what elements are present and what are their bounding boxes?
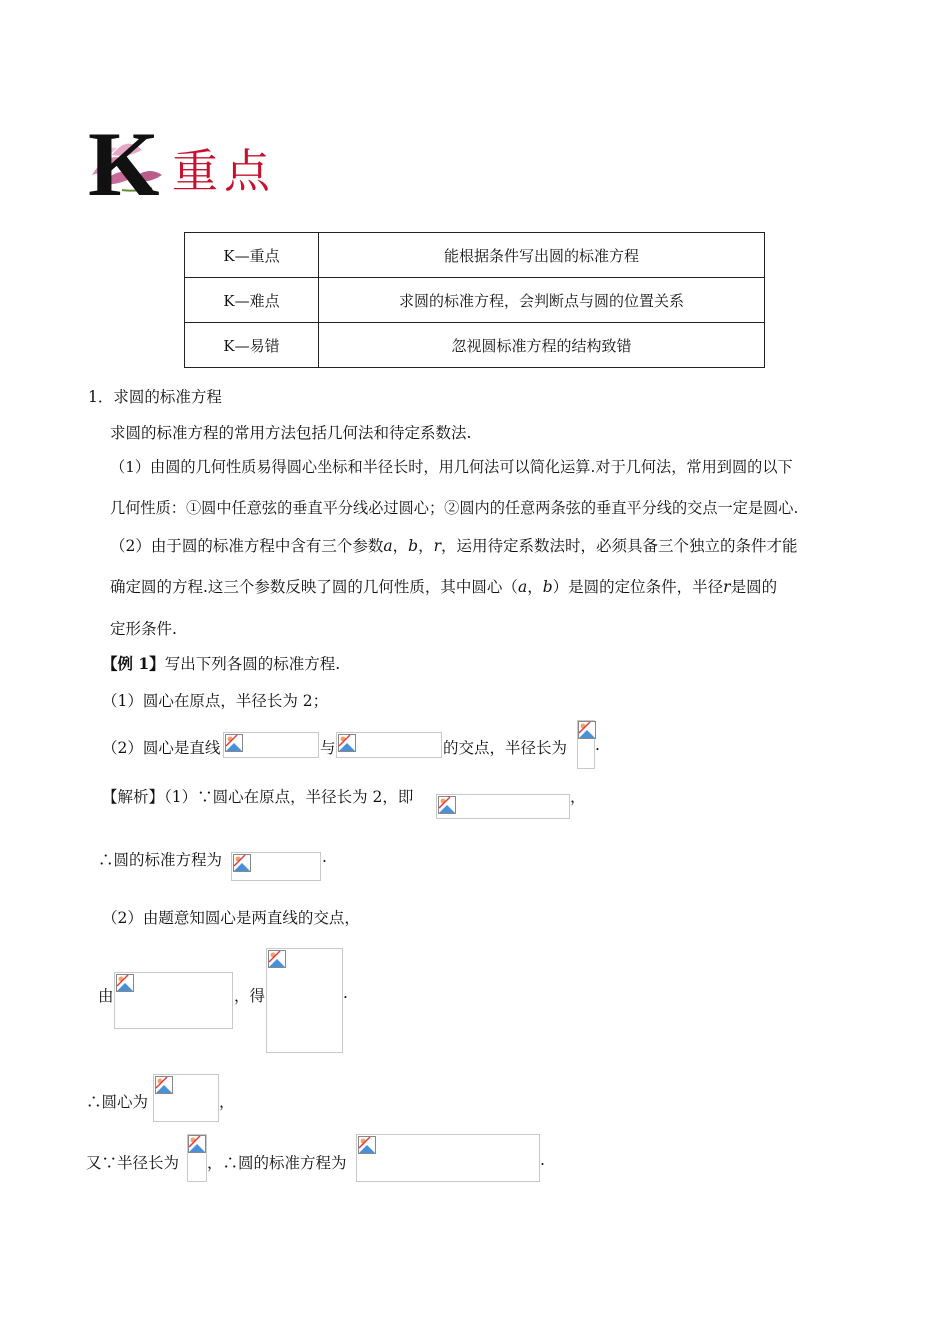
table-row — [185, 233, 765, 278]
solution-line-2-end: . — [322, 848, 327, 866]
table-cell-label: K—易错 — [185, 323, 319, 368]
formula-image — [266, 948, 343, 1053]
text: 是圆的 — [730, 578, 778, 596]
solution-line-6-a: 又∵半径长为 — [86, 1154, 180, 1172]
example-1-q1: （1）圆心在原点，半径长为 2； — [102, 692, 329, 710]
formula-image — [356, 1134, 540, 1182]
solution-line-6-c: . — [540, 1151, 545, 1169]
solution-line-5-b: ， — [219, 1093, 235, 1111]
text: （2）由于圆的标准方程中含有三个参数 — [110, 537, 384, 555]
text: ，运用待定系数法时，必须具备三个独立的条件才能 — [441, 537, 798, 555]
var-r: r — [723, 578, 731, 596]
example-label: 【例 1】 — [102, 654, 165, 673]
var-r: r — [433, 537, 442, 555]
broken-image-icon — [438, 796, 456, 814]
var-b: b — [542, 578, 553, 596]
page-title: 重点 — [172, 144, 276, 198]
broken-image-icon — [116, 974, 134, 992]
example-1-heading — [102, 652, 340, 674]
example-prompt: 写出下列各圆的标准方程. — [164, 655, 341, 673]
table-cell-label: K—重点 — [185, 233, 319, 278]
formula-image — [153, 1074, 219, 1122]
table-row — [185, 323, 765, 368]
paragraph-1-line-1: （1）由圆的几何性质易得圆心坐标和半径长时，用几何法可以简化运算.对于几何法，常用到圆的以下 — [110, 458, 793, 476]
solution-line-1-end: ， — [570, 788, 586, 806]
text: ， — [418, 537, 434, 555]
solution-line-4-a: 由 — [98, 987, 114, 1005]
var-a: a — [383, 537, 393, 555]
paragraph-1-line-2: 几何性质：①圆中任意弦的垂直平分线必过圆心；②圆内的任意两条弦的垂直平分线的交点一定是圆心. — [110, 499, 799, 517]
broken-image-icon — [578, 721, 596, 739]
solution-label: 【解析】 — [102, 788, 165, 806]
text: ， — [392, 537, 409, 555]
text: （1）∵圆心在原点，半径长为 2，即 — [164, 788, 414, 806]
solution-line-1 — [102, 785, 413, 807]
text: ）是圆的定位条件，半径 — [552, 578, 724, 596]
broken-image-icon — [358, 1136, 376, 1154]
table-cell-content: 求圆的标准方程，会判断点与圆的位置关系 — [319, 278, 765, 323]
solution-line-5-a: ∴圆心为 — [86, 1093, 149, 1111]
solution-line-3: （2）由题意知圆心是两直线的交点， — [102, 909, 360, 927]
text: 确定圆的方程.这三个参数反映了圆的几何性质，其中圆心（ — [110, 578, 518, 596]
table-cell-label: K—难点 — [185, 278, 319, 323]
broken-image-icon — [155, 1076, 173, 1094]
section-intro: 求圆的标准方程的常用方法包括几何法和待定系数法. — [110, 424, 472, 442]
paragraph-2-line-2 — [110, 575, 777, 597]
solution-line-2: ∴圆的标准方程为 — [98, 851, 223, 869]
table-cell-content: 忽视圆标准方程的结构致错 — [319, 323, 765, 368]
formula-image — [187, 1134, 207, 1182]
var-a: a — [517, 578, 528, 596]
formula-image — [231, 852, 321, 881]
formula-image — [336, 732, 442, 758]
text: ， — [527, 578, 543, 596]
broken-image-icon — [188, 1135, 206, 1153]
broken-image-icon — [233, 854, 251, 872]
section-heading: 1．求圆的标准方程 — [88, 388, 222, 406]
example-1-q2-a: （2）圆心是直线 — [102, 739, 221, 757]
key-points-table — [184, 232, 765, 368]
formula-image — [114, 972, 233, 1029]
paragraph-2-line-1 — [110, 534, 798, 556]
formula-image — [577, 720, 595, 769]
var-b: b — [408, 537, 419, 555]
formula-image — [223, 732, 319, 758]
paragraph-2-line-3: 定形条件. — [110, 620, 177, 638]
broken-image-icon — [338, 734, 356, 752]
example-1-q2-b: 与 — [320, 739, 336, 757]
example-1-q2-c: 的交点，半径长为 — [443, 739, 568, 757]
solution-line-6-b: ，∴圆的标准方程为 — [207, 1154, 347, 1172]
broken-image-icon — [268, 950, 286, 968]
solution-line-4-c: . — [343, 984, 348, 1002]
example-1-q2-d: . — [595, 736, 600, 754]
solution-line-4-b: ，得 — [234, 987, 266, 1005]
formula-image — [436, 794, 570, 819]
table-row — [185, 278, 765, 323]
logo-letter: K — [88, 113, 160, 215]
table-cell-content: 能根据条件写出圆的标准方程 — [319, 233, 765, 278]
broken-image-icon — [225, 734, 243, 752]
